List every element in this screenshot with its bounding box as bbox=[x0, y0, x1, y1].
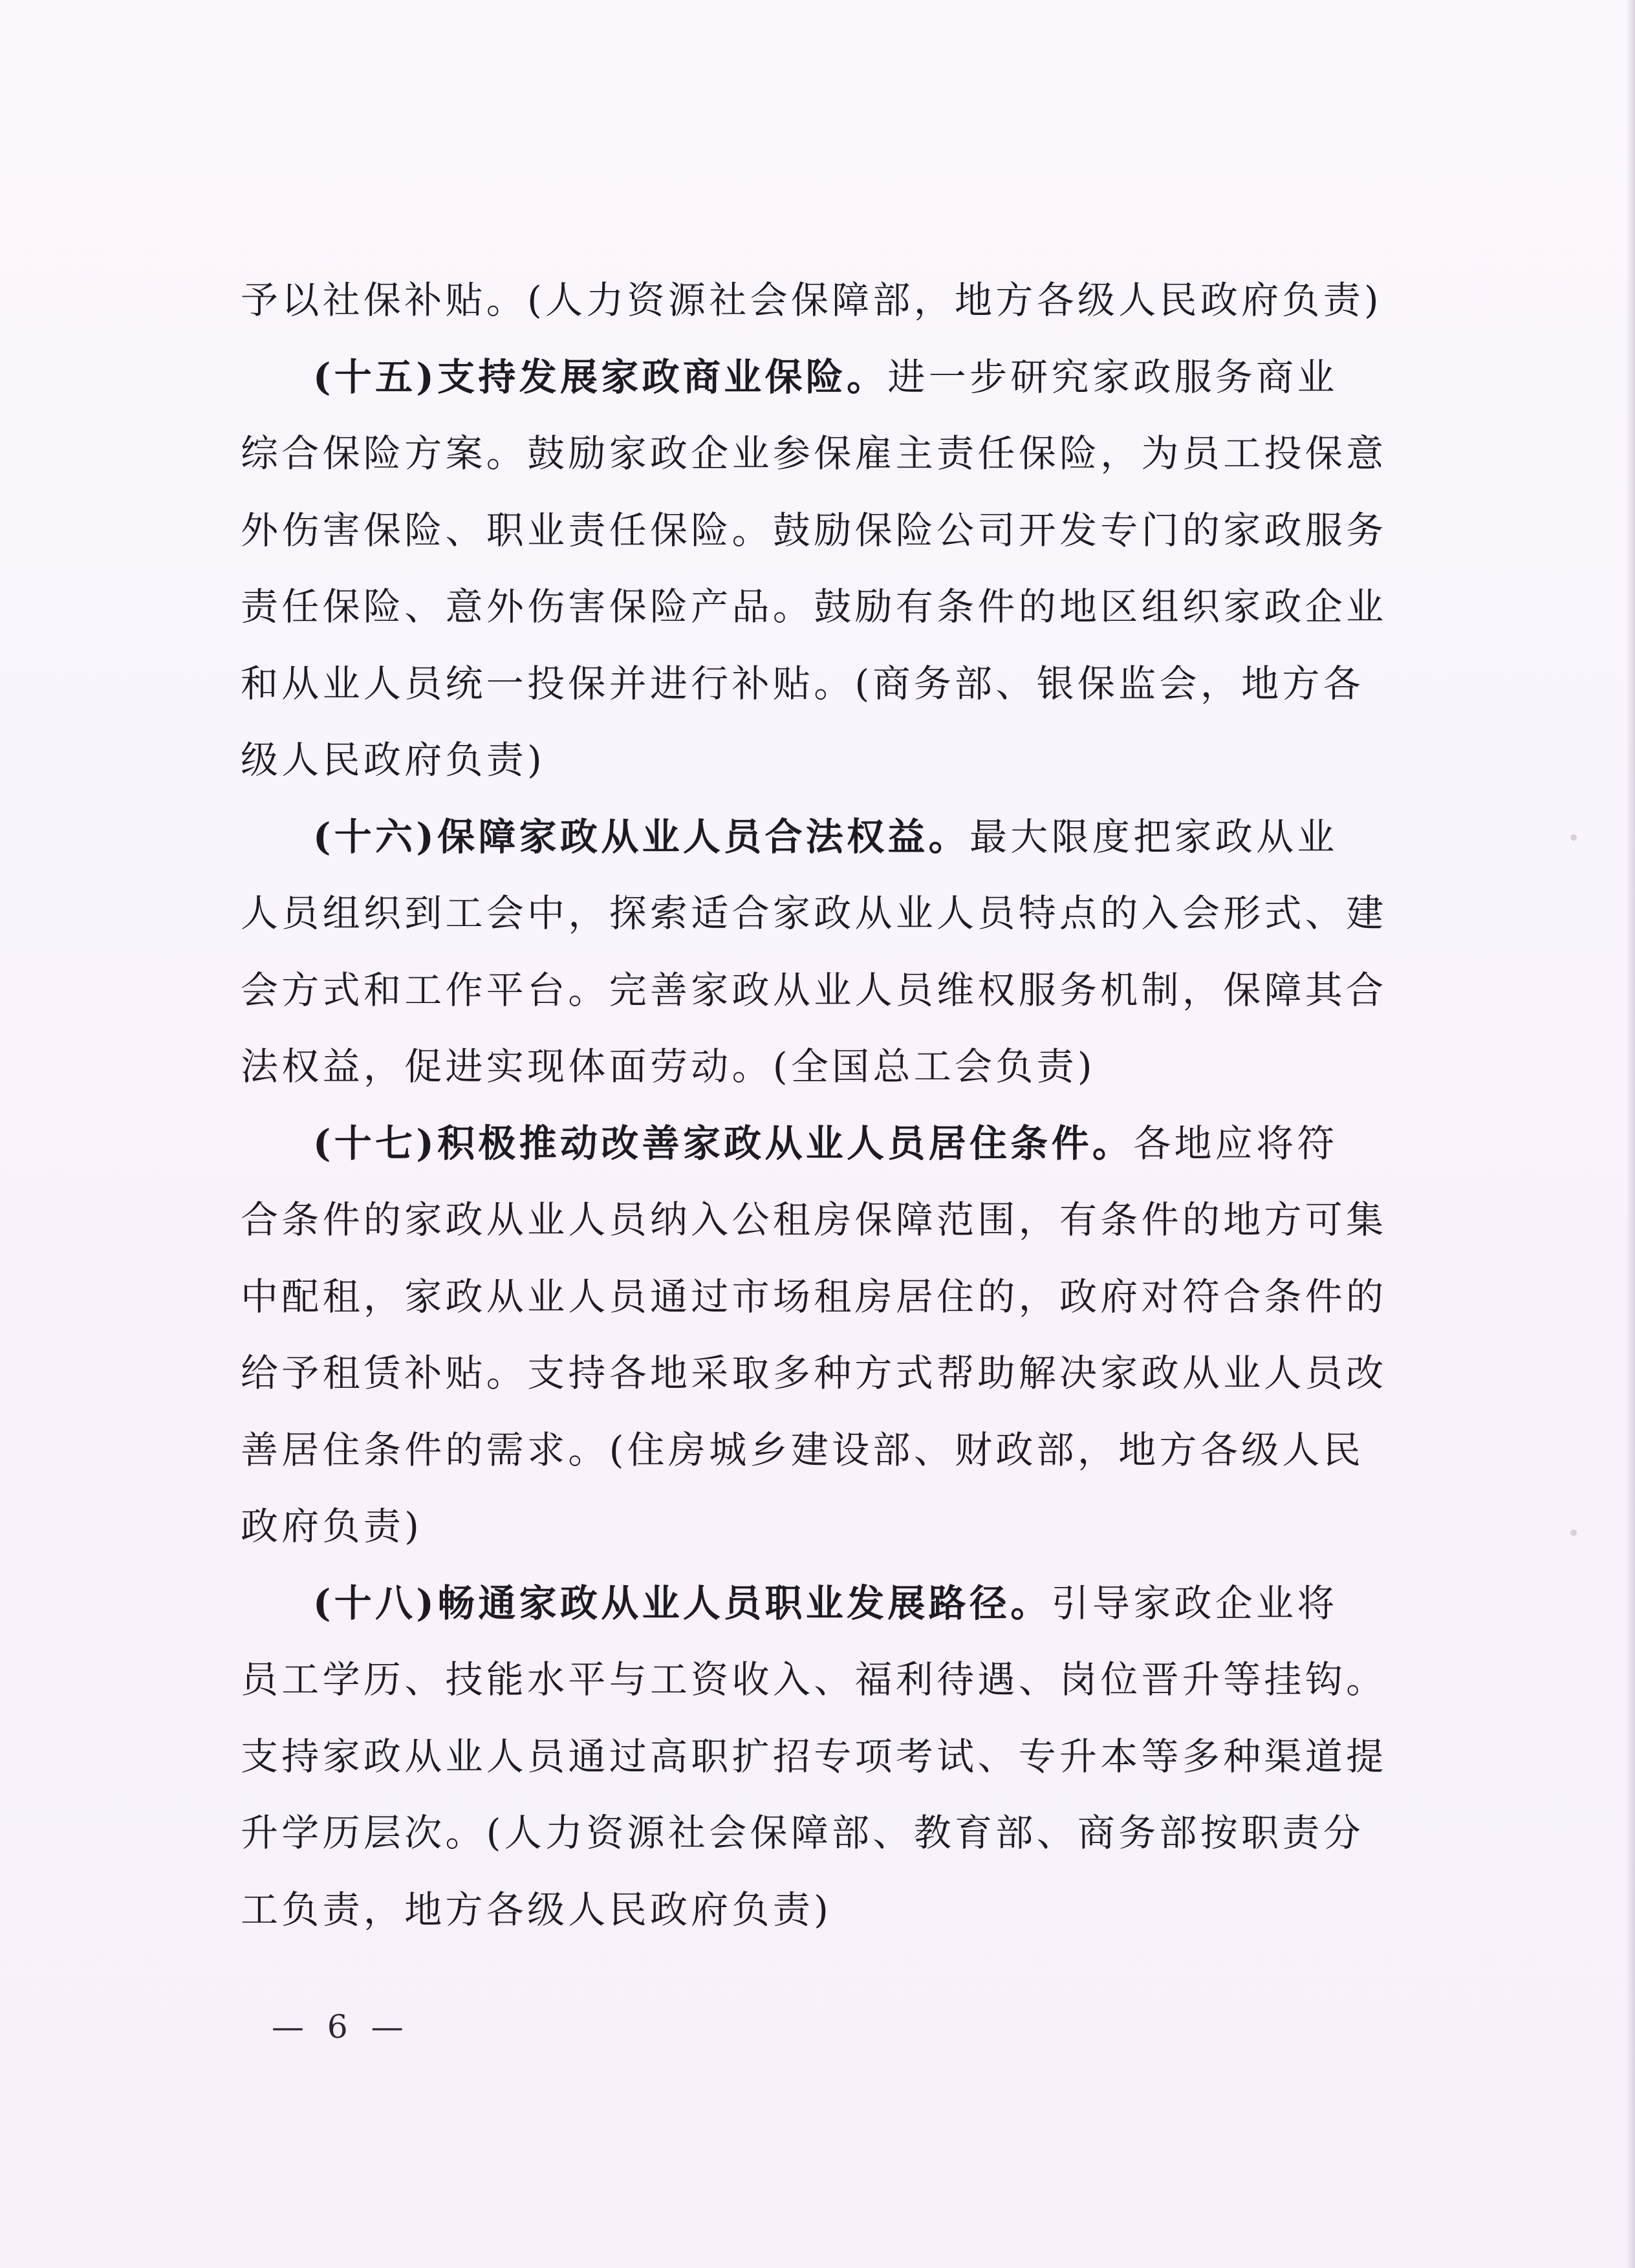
text-line: 法权益，促进实现体面劳动。(全国总工会负责) bbox=[241, 1044, 1096, 1088]
section-heading-line: (十七)积极推动改善家政从业人员居住条件。各地应将符 bbox=[313, 1121, 1338, 1165]
text-line: 给予租赁补贴。支持各地采取多种方式帮助解决家政从业人员改 bbox=[241, 1351, 1387, 1395]
text-line: 予以社保补贴。(人力资源社会保障部，地方各级人民政府负责) bbox=[241, 278, 1382, 322]
binding-hole-mark bbox=[1570, 1529, 1577, 1536]
text-line: 升学历层次。(人力资源社会保障部、教育部、商务部按职责分 bbox=[241, 1811, 1365, 1855]
text-line: 级人民政府负责) bbox=[241, 738, 546, 782]
text-line: 中配租，家政从业人员通过市场租房居住的，政府对符合条件的 bbox=[241, 1274, 1387, 1319]
text-line: 责任保险、意外伤害保险产品。鼓励有条件的地区组织家政企业 bbox=[241, 585, 1387, 629]
text-line: 善居住条件的需求。(住房城乡建设部、财政部，地方各级人民 bbox=[241, 1427, 1365, 1472]
text-line: 工负责，地方各级人民政府负责) bbox=[241, 1887, 832, 1932]
text-line: 合条件的家政从业人员纳入公租房保障范围，有条件的地方可集 bbox=[241, 1198, 1387, 1242]
page-edge-shadow bbox=[1626, 0, 1635, 2268]
section-heading-line: (十六)保障家政从业人员合法权益。最大限度把家政从业 bbox=[313, 814, 1338, 859]
page-number: — 6 — bbox=[272, 2008, 410, 2046]
text-line: 外伤害保险、职业责任保险。鼓励保险公司开发专门的家政服务 bbox=[241, 508, 1387, 552]
text-line: 支持家政从业人员通过高职扩招专项考试、专升本等多种渠道提 bbox=[241, 1734, 1387, 1778]
section-heading-17: (十七)积极推动改善家政从业人员居住条件。 bbox=[313, 1121, 1134, 1165]
section-heading-line: (十五)支持发展家政商业保险。进一步研究家政服务商业 bbox=[313, 354, 1338, 399]
document-body bbox=[241, 262, 1424, 1948]
text-line: 员工学历、技能水平与工资收入、福利待遇、岗位晋升等挂钩。 bbox=[241, 1658, 1387, 1701]
section-heading-line: (十八)畅通家政从业人员职业发展路径。引导家政企业将 bbox=[313, 1581, 1338, 1625]
text-line: 和从业人员统一投保并进行补贴。(商务部、银保监会，地方各 bbox=[241, 661, 1365, 706]
section-heading-15: (十五)支持发展家政商业保险。 bbox=[313, 354, 888, 399]
text-line: 综合保险方案。鼓励家政企业参保雇主责任保险，为员工投保意 bbox=[241, 431, 1387, 475]
section-heading-18: (十八)畅通家政从业人员职业发展路径。 bbox=[313, 1581, 1052, 1625]
text-line: 会方式和工作平台。完善家政从业人员维权服务机制，保障其合 bbox=[241, 967, 1387, 1012]
binding-hole-mark bbox=[1570, 834, 1577, 841]
text-line: 人员组织到工会中，探索适合家政从业人员特点的入会形式、建 bbox=[241, 891, 1387, 935]
text-line: 政府负责) bbox=[241, 1504, 423, 1548]
section-heading-16: (十六)保障家政从业人员合法权益。 bbox=[313, 814, 969, 859]
